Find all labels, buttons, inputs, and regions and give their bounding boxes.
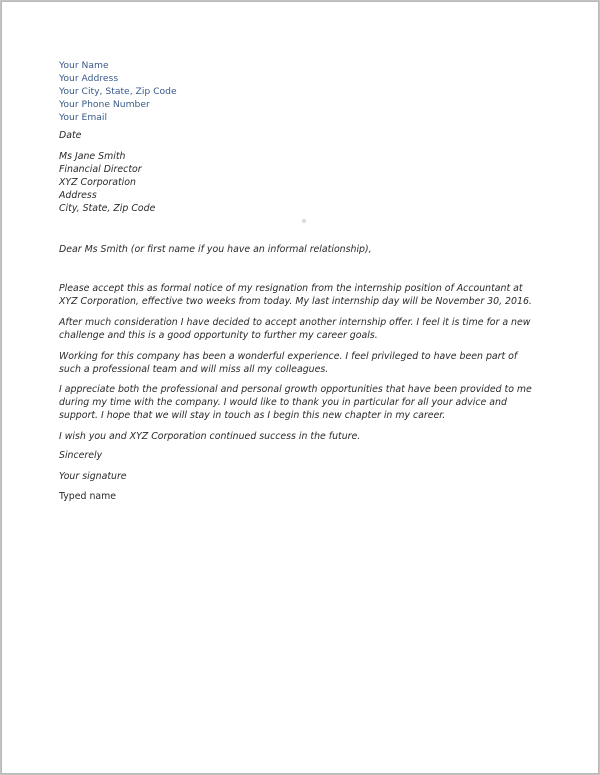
recipient-city-state-zip: City, State, Zip Code	[59, 203, 156, 214]
closing: Sincerely	[59, 450, 103, 461]
body-paragraph-2	[59, 316, 530, 342]
recipient-company: XYZ Corporation	[59, 177, 136, 188]
sender-phone: Your Phone Number	[59, 99, 150, 110]
body-paragraph-4	[59, 383, 532, 422]
paragraph-line: I wish you and XYZ Corporation continued success in the future.	[59, 431, 361, 442]
recipient-address: Address	[59, 190, 97, 201]
letter-date: Date	[59, 130, 82, 141]
paragraph-line: challenge and this is a good opportunity to further my career goals.	[59, 330, 378, 341]
cursor-dot	[302, 219, 306, 223]
paragraph-line: during my time with the company. I would like to thank you in particular for all your advice and	[59, 397, 507, 408]
paragraph-line: such a professional team and will miss all my colleagues.	[59, 364, 329, 375]
body-paragraph-1	[59, 282, 532, 308]
paragraph-line: XYZ Corporation, effective two weeks from today. My last internship day will be November 30, 2016.	[59, 296, 532, 307]
paragraph-line: Please accept this as formal notice of my resignation from the internship position of Accountant at	[59, 283, 523, 294]
signature: Your signature	[59, 471, 127, 482]
recipient-block	[59, 150, 155, 215]
sender-name: Your Name	[59, 60, 109, 71]
sender-block	[59, 59, 177, 124]
body-paragraph-5	[59, 430, 360, 443]
body-paragraph-3	[59, 350, 517, 376]
paragraph-line: I appreciate both the professional and personal growth opportunities that have been provided to me	[59, 384, 532, 395]
typed-name: Typed name	[59, 491, 117, 502]
paragraph-line: support. I hope that we will stay in touch as I begin this new chapter in my career.	[59, 410, 446, 421]
letter-page	[1, 1, 599, 774]
salutation: Dear Ms Smith (or first name if you have an informal relationship),	[59, 244, 372, 255]
sender-city-state-zip: Your City, State, Zip Code	[59, 86, 177, 97]
paragraph-line: After much consideration I have decided to accept another internship offer. I feel it is time for a new	[59, 317, 531, 328]
paragraph-line: Working for this company has been a wonderful experience. I feel privileged to have been part of	[59, 351, 518, 362]
recipient-name: Ms Jane Smith	[59, 151, 126, 162]
sender-email: Your Email	[59, 112, 108, 123]
recipient-title: Financial Director	[59, 164, 142, 175]
sender-address: Your Address	[59, 73, 119, 84]
